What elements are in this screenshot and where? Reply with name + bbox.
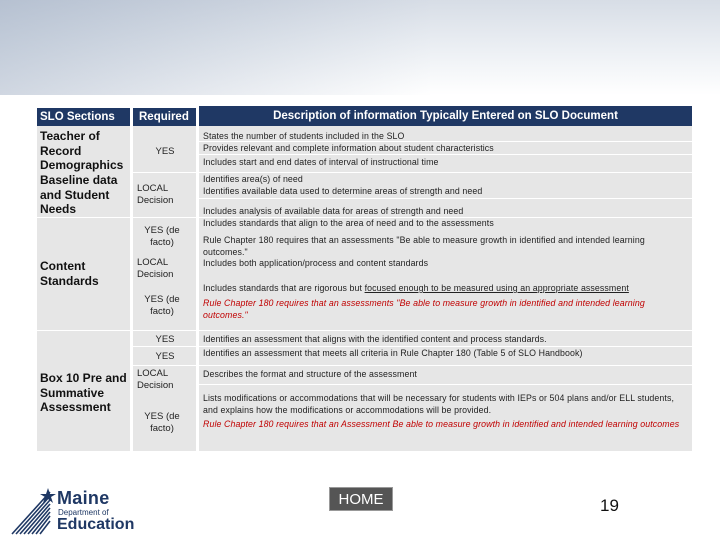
rule-chapter-180-note: Rule Chapter 180 requires that an Assessment Be able to measure growth in identified and intended learning outcomes bbox=[203, 419, 680, 429]
logo-line-maine: Maine bbox=[57, 488, 110, 508]
description-text bbox=[203, 282, 688, 294]
row-divider bbox=[133, 365, 196, 366]
description-text: Identifies area(s) of need bbox=[203, 174, 303, 184]
required-value: YES (de facto) bbox=[144, 294, 180, 317]
required-value: LOCAL Decision bbox=[137, 257, 174, 280]
page-number: 19 bbox=[600, 496, 619, 515]
required-value: LOCAL Decision bbox=[137, 183, 174, 206]
required-value: LOCAL Decision bbox=[137, 368, 174, 391]
row-divider bbox=[199, 384, 692, 385]
description-text-underlined: focused enough to be measured using an appropriate assessment bbox=[364, 283, 629, 293]
description-text: Identifies an assessment that aligns with the identified content and process standards. bbox=[203, 334, 547, 344]
description-text: Provides relevant and complete information about student characteristics bbox=[203, 143, 494, 153]
header-sections: SLO Sections bbox=[37, 108, 130, 126]
row-divider bbox=[199, 154, 692, 155]
row-divider bbox=[133, 172, 196, 173]
section-box-10-assessment: Box 10 Pre and Summative Assessment bbox=[40, 371, 127, 414]
row-divider bbox=[37, 330, 130, 331]
maine-doe-logo bbox=[10, 486, 150, 536]
star-burst-icon bbox=[10, 486, 58, 536]
top-banner-gradient bbox=[0, 0, 720, 95]
description-text: States the number of students included in the SLO bbox=[203, 131, 405, 141]
row-divider bbox=[199, 330, 692, 331]
description-text: Includes both application/process and content standards bbox=[203, 258, 429, 268]
description-text: Identifies available data used to determine areas of strength and need bbox=[203, 186, 483, 196]
description-text: Describes the format and structure of the assessment bbox=[203, 369, 417, 379]
row-divider bbox=[133, 346, 196, 347]
description-text-part: Includes standards that are rigorous but bbox=[203, 283, 365, 293]
description-text: Includes start and end dates of interval of instructional time bbox=[203, 157, 439, 167]
rule-chapter-180-note: Rule Chapter 180 requires that an assessments "Be able to measure growth in identified and intended learning outcomes." bbox=[203, 235, 645, 257]
section-teacher-of-record: Teacher of Record Demographics bbox=[40, 129, 124, 172]
logo-line-department: Department of bbox=[58, 508, 109, 517]
logo-line-education: Education bbox=[57, 516, 135, 533]
description-text: Includes standards that align to the area of need and to the assessments bbox=[203, 218, 494, 228]
row-divider bbox=[199, 365, 692, 366]
header-description: Description of information Typically Entered on SLO Document bbox=[199, 106, 692, 126]
required-value: YES (de facto) bbox=[144, 411, 180, 434]
row-divider bbox=[199, 198, 692, 199]
description-text: Identifies an assessment that meets all criteria in Rule Chapter 180 (Table 5 of SLO Handbook) bbox=[203, 348, 583, 358]
required-value: YES bbox=[155, 334, 175, 345]
required-value: YES bbox=[155, 146, 175, 157]
section-content-standards: Content Standards bbox=[40, 259, 99, 288]
home-button[interactable]: HOME bbox=[329, 487, 393, 511]
row-divider bbox=[37, 217, 130, 218]
required-column bbox=[133, 126, 196, 451]
description-text: Lists modifications or accommodations that will be necessary for students with IEPs or 504 plans and/or ELL students, and explains how the modifications or accommodations will be provided. bbox=[203, 393, 674, 415]
rule-chapter-180-note: Rule Chapter 180 requires that an assessments "Be able to measure growth in identified and intended learning outcomes." bbox=[203, 298, 645, 320]
description-text: Includes analysis of available data for areas of strength and need bbox=[203, 206, 464, 216]
section-baseline-data: Baseline data and Student Needs bbox=[40, 173, 118, 216]
required-value: YES bbox=[155, 351, 175, 362]
header-required: Required bbox=[133, 108, 196, 126]
row-divider bbox=[133, 217, 196, 218]
required-value: YES (de facto) bbox=[144, 225, 180, 248]
row-divider bbox=[133, 330, 196, 331]
